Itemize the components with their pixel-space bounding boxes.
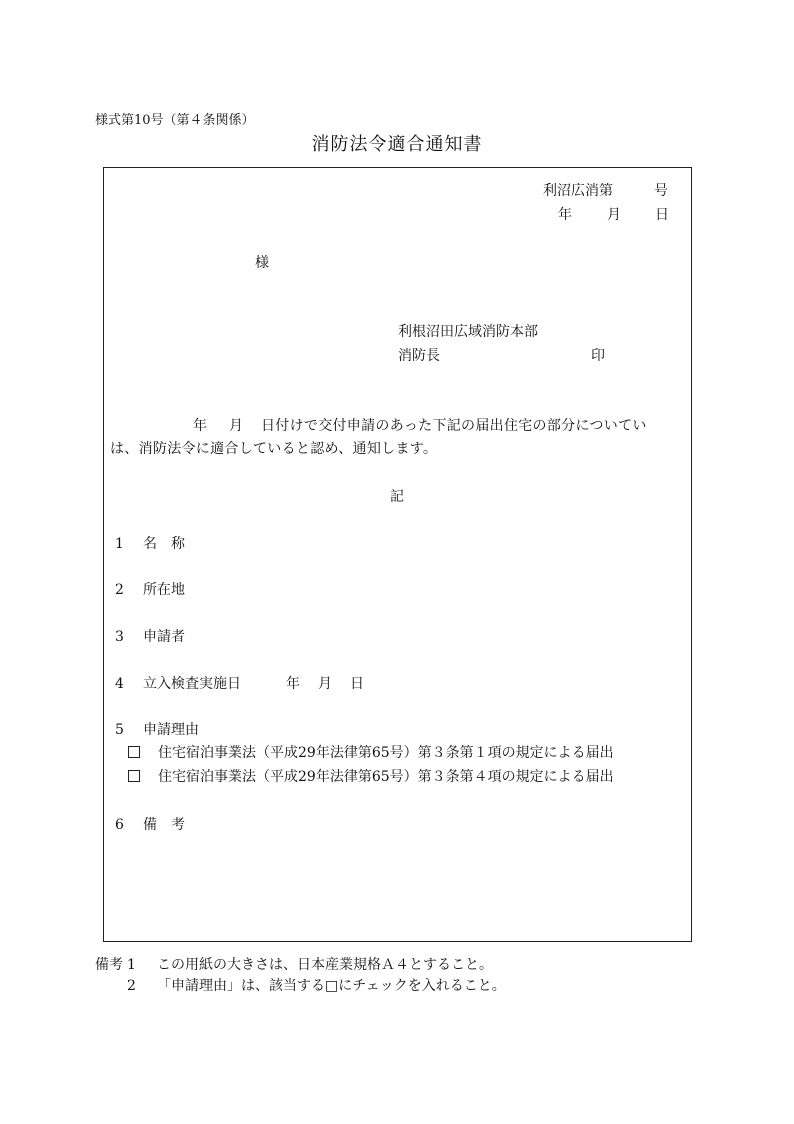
recipient-suffix: 様: [255, 255, 269, 271]
issuer-seal: 印: [591, 348, 605, 364]
item-label: 備 考: [143, 817, 185, 833]
item-number: 2: [115, 582, 124, 598]
date-day: 日: [655, 207, 669, 223]
body-line2: は、消防法令に適合していると認め、通知します。: [110, 441, 438, 457]
form-number: 様式第10号（第４条関係）: [95, 113, 255, 128]
document-title: 消防法令適合通知書: [311, 134, 483, 155]
item-label: 所在地: [143, 582, 185, 598]
note-number: 1: [127, 957, 136, 973]
note-number: 2: [127, 978, 136, 994]
checkbox[interactable]: [128, 746, 140, 758]
ki-label: 記: [390, 489, 404, 505]
date-year: 年: [558, 207, 572, 223]
inspection-month: 月: [318, 676, 332, 692]
body-year: 年: [193, 418, 207, 434]
body-line1: 日付けで交付申請のあった下記の届出住宅の部分についてい: [261, 418, 647, 434]
reason-option: [128, 746, 142, 760]
notes-label: 備考: [95, 957, 123, 973]
item-label: 名 称: [143, 536, 185, 552]
item-number: 4: [115, 676, 124, 692]
item-number: 5: [115, 722, 124, 738]
inspection-day: 日: [350, 676, 364, 692]
item-label: 申請者: [143, 629, 185, 645]
form-frame: [103, 167, 692, 942]
item-label: 申請理由: [143, 722, 199, 738]
item-number: 3: [115, 629, 124, 645]
item-label: 立入検査実施日: [143, 676, 241, 692]
issuer-position: 消防長: [398, 348, 440, 364]
doc-number-prefix: 利沼広消第: [543, 183, 613, 199]
body-month: 月: [229, 418, 243, 434]
item-number: 6: [115, 817, 124, 833]
item-number: 1: [115, 536, 124, 552]
reason-text: 住宅宿泊事業法（平成29年法律第65号）第３条第４項の規定による届出: [158, 769, 614, 785]
reason-text: 住宅宿泊事業法（平成29年法律第65号）第３条第１項の規定による届出: [158, 745, 614, 761]
inspection-year: 年: [286, 676, 300, 692]
note-text: この用紙の大きさは、日本産業規格Ａ４とすること。: [157, 957, 493, 973]
doc-number-suffix: 号: [654, 183, 668, 199]
issuer-organization: 利根沼田広域消防本部: [398, 324, 538, 340]
date-month: 月: [607, 207, 621, 223]
checkbox[interactable]: [128, 770, 140, 782]
reason-option: [128, 770, 142, 784]
note-text: 「申請理由」は、該当する□にチェックを入れること。: [157, 978, 506, 994]
